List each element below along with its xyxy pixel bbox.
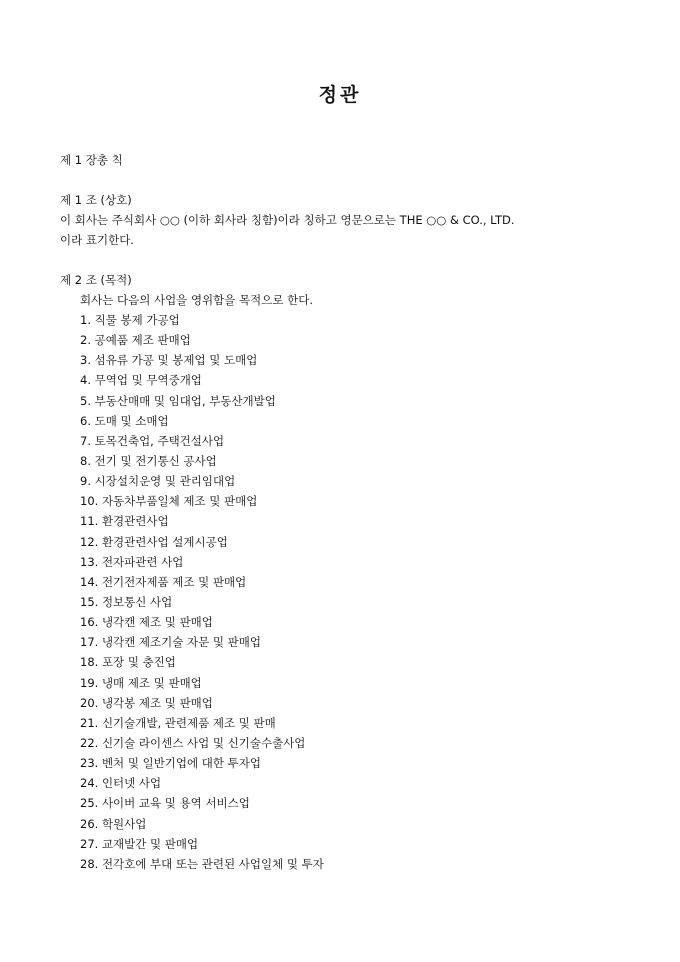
purpose-list-item: 22. 신기술 라이센스 사업 및 신기술수출사업: [80, 735, 306, 750]
purpose-list-item: 15. 정보통신 사업: [80, 594, 173, 609]
purpose-list-item: 1. 직물 봉제 가공업: [80, 313, 180, 327]
purpose-list-item: 23. 벤처 및 일반기업에 대한 투자업: [80, 756, 261, 771]
chapter-heading: 제 1 장총 칙: [60, 153, 123, 167]
purpose-list-item: 8. 전기 및 전기통신 공사업: [80, 453, 217, 468]
purpose-list-item: 9. 시장설치운영 및 관리임대업: [80, 474, 236, 489]
purpose-list-item: 12. 환경관련사업 설계시공업: [80, 534, 228, 549]
purpose-list-item: 26. 학원사업: [80, 816, 147, 831]
purpose-list-item: 4. 무역업 및 무역중개업: [80, 373, 202, 388]
article-1-body-line-1: 이 회사는 주식회사 ○○ (이하 회사라 칭함)이라 칭하고 영문으로는 THE ○○ & CO., LTD.: [60, 213, 515, 227]
purpose-list-item: 25. 사이버 교육 및 용역 서비스업: [80, 796, 250, 811]
purpose-list-item: 11. 환경관련사업: [80, 514, 169, 529]
article-1-heading: 제 1 조 (상호): [60, 193, 132, 207]
purpose-list-item: 10. 자동차부품일체 제조 및 판매업: [80, 494, 258, 509]
purpose-list-item: 28. 전각호에 부대 또는 관련된 사업일체 및 투자: [80, 856, 324, 871]
purpose-list-item: 20. 냉각봉 제조 및 판매업: [80, 695, 213, 710]
purpose-list-item: 18. 포장 및 충진업: [80, 655, 176, 670]
article-2-heading: 제 2 조 (목적): [60, 273, 132, 287]
purpose-list-item: 16. 냉각캔 제조 및 판매업: [80, 615, 213, 630]
article-1-body-line-2: 이라 표기한다.: [60, 233, 134, 247]
purpose-list-item: 21. 신기술개발, 관련제품 제조 및 판매: [80, 715, 276, 730]
document-title: 정관: [318, 84, 362, 106]
purpose-list-item: 5. 부동산매매 및 임대업, 부동산개발업: [80, 393, 276, 408]
purpose-list-item: 13. 전자파관련 사업: [80, 554, 184, 569]
purpose-list-item: 6. 도매 및 소매업: [80, 413, 169, 428]
article-2-intro: 회사는 다음의 사업을 영위함을 목적으로 한다.: [80, 293, 314, 307]
purpose-list-item: 19. 냉매 제조 및 판매업: [80, 675, 202, 690]
purpose-list-item: 3. 섬유류 가공 및 봉제업 및 도매업: [80, 353, 258, 368]
purpose-list-item: 17. 냉각캔 제조기술 자문 및 판매업: [80, 635, 261, 650]
purpose-list-item: 24. 인터넷 사업: [80, 776, 162, 791]
purpose-list: [80, 313, 324, 877]
purpose-list-item: 27. 교재발간 및 판매업: [80, 836, 199, 851]
purpose-list-item: 7. 토목건축업, 주택건설사업: [80, 433, 225, 448]
purpose-list-item: 14. 전기전자제품 제조 및 판매업: [80, 574, 247, 589]
purpose-list-item: 2. 공예품 제조 판매업: [80, 333, 191, 348]
